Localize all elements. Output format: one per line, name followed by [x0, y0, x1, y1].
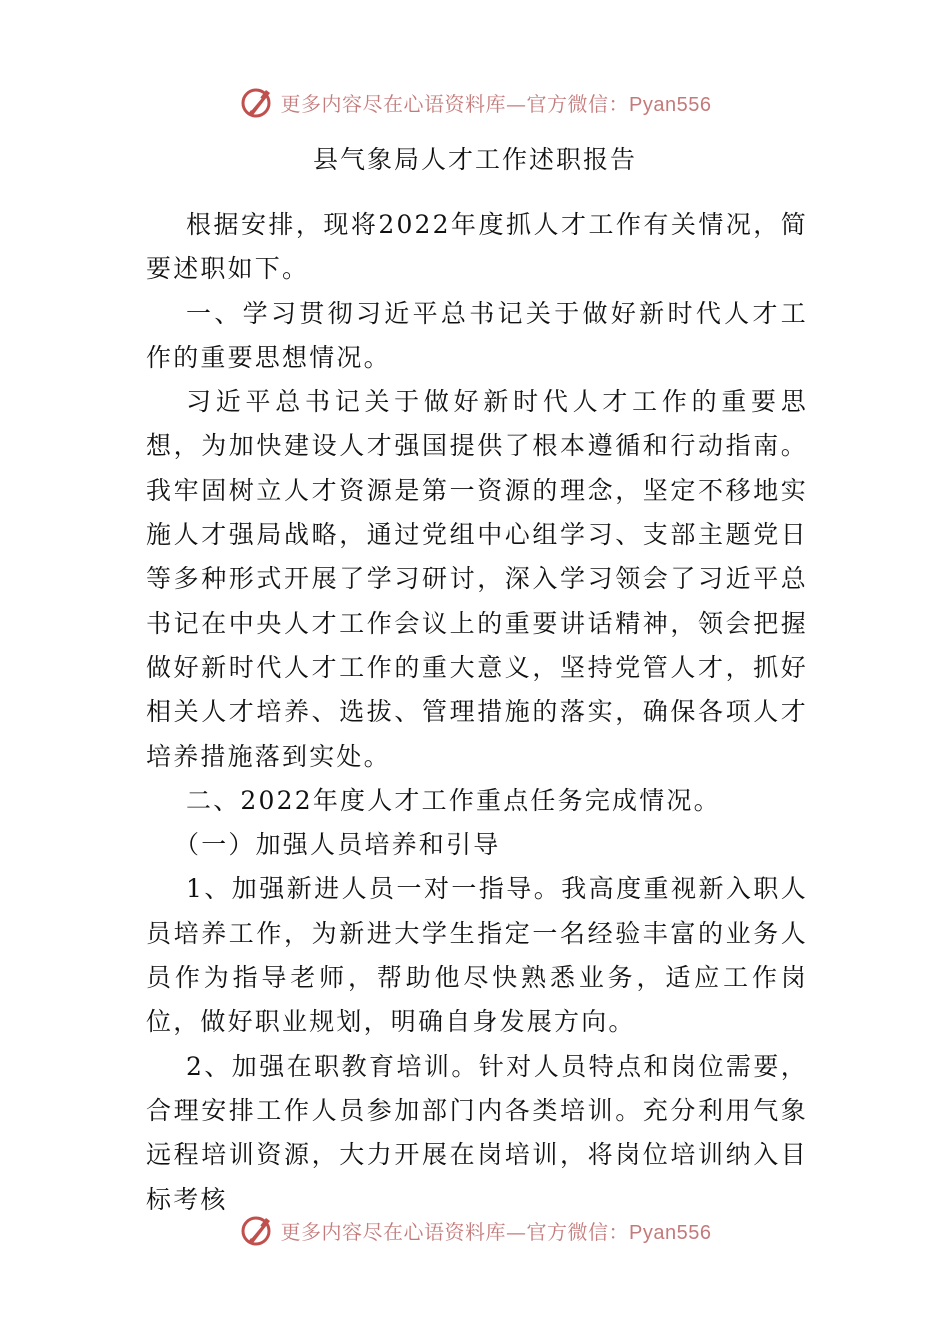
header-watermark-banner — [0, 80, 950, 124]
paragraph-item-1: 1、加强新进人员一对一指导。我高度重视新入职人员培养工作，为新进大学生指定一名经验丰富的业务人员作为指导老师，帮助他尽快熟悉业务，适应工作岗位，做好职业规划，明确自身发展方向。 — [146, 874, 808, 1037]
subsection-heading-1: （一）加强人员培养和引导 — [174, 830, 501, 860]
paragraph-study: 习近平总书记关于做好新时代人才工作的重要思想，为加快建设人才强国提供了根本遵循和行动指南。我牢固树立人才资源是第一资源的理念，坚定不移地实施人才强局战略，通过党组中心组学习、支部主题党日等多种形式开展了学习研讨，深入学习领会了习近平总书记在中央人才工作会议上的重要讲话精神，领会把握做好新时代人才工作的重大意义，坚持党管人才，抓好相关人才培养、选拔、管理措施的落实，确保各项人才培养措施落到实处。 — [146, 387, 808, 771]
watermark-text: 更多内容尽在心语资料库—官方微信：Pyan556 — [280, 91, 712, 116]
paragraph-item-2: 2、加强在职教育培训。针对人员特点和岗位需要，合理安排工作人员参加部门内各类培训。充分利用气象远程培训资源，大力开展在岗培训，将岗位培训纳入目标考核 — [146, 1051, 808, 1214]
watermark-text: 更多内容尽在心语资料库—官方微信：Pyan556 — [280, 1219, 712, 1244]
paragraph-intro: 根据安排，现将2022年度抓人才工作有关情况，简要述职如下。 — [146, 210, 808, 284]
footer-watermark-banner — [0, 1208, 950, 1252]
quill-logo-icon — [239, 84, 275, 120]
quill-logo-icon — [239, 1212, 275, 1248]
document-title: 县气象局人才工作述职报告 — [312, 145, 637, 174]
section-heading-2: 二、2022年度人才工作重点任务完成情况。 — [186, 785, 721, 815]
section-heading-1: 一、学习贯彻习近平总书记关于做好新时代人才工作的重要思想情况。 — [146, 298, 808, 372]
document-body — [146, 203, 808, 1222]
